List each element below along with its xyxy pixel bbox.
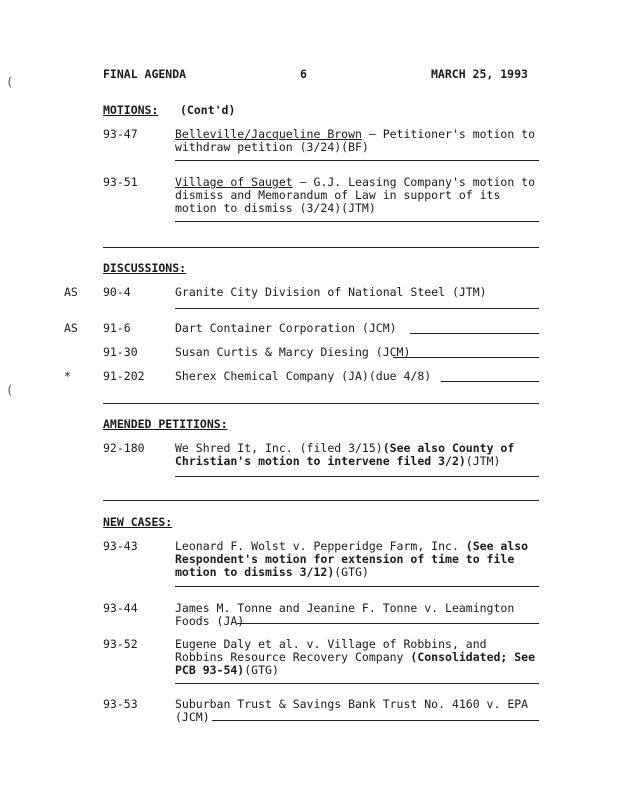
divider [175, 221, 539, 222]
case-number: 92-180 [103, 441, 145, 455]
entry-note: (Consolidated; See PCB 93-54) [175, 650, 536, 677]
discussion-entry: Sherex Chemical Company (JA)(due 4/8) [175, 369, 432, 383]
discussion-entry: Granite City Division of National Steel (JTM) [175, 285, 487, 299]
motion-description: – Petitioner's motion to withdraw petition (3/24)(BF) [175, 127, 536, 154]
entry-text: Leonard F. Wolst v. Pepperidge Farm, Inc. [175, 539, 466, 553]
case-number: 91-202 [103, 369, 145, 383]
margin-mark: ( [6, 75, 14, 89]
divider [393, 357, 539, 358]
case-name: Village of Sauget [175, 175, 293, 189]
entry-text: We Shred It, Inc. (filed 3/15) [175, 441, 383, 455]
discussion-entry: Susan Curtis & Marcy Diesing (JCM) [175, 345, 411, 359]
status-mark: * [64, 369, 71, 383]
case-number: 93-47 [103, 127, 138, 141]
motion-entry [175, 176, 539, 215]
entry-tail: (GTG) [244, 663, 279, 677]
entry-text: Suburban Trust & Savings Bank Trust No. 4160 v. EPA (JCM) [175, 697, 529, 724]
divider [175, 586, 539, 587]
divider [410, 333, 539, 334]
section-divider [103, 403, 539, 404]
case-number: 91-30 [103, 345, 138, 359]
divider [175, 476, 539, 477]
section-divider [103, 500, 539, 501]
entry-text: Eugene Daly et al. v. Village of Robbins, and Robbins Resource Recovery Company [175, 637, 487, 664]
status-mark: AS [64, 321, 78, 335]
case-name: Belleville/Jacqueline Brown [175, 127, 362, 141]
status-mark: AS [64, 285, 78, 299]
motions-heading: MOTIONS: [103, 103, 159, 117]
amended-entry [175, 442, 539, 468]
motion-description: – G.J. Leasing Company's motion to dismiss and Memorandum of Law in support of its motion to dismiss (3/24)(JTM) [175, 175, 536, 215]
discussions-heading: DISCUSSIONS: [103, 261, 187, 275]
new-case-entry [175, 602, 539, 628]
new-case-entry [175, 638, 539, 677]
new-case-entry [175, 540, 539, 579]
new-cases-heading: NEW CASES: [103, 515, 173, 529]
case-number: 93-51 [103, 175, 138, 189]
agenda-date: MARCH 25, 1993 [431, 67, 528, 81]
motion-entry [175, 128, 539, 154]
divider [175, 683, 539, 684]
case-number: 93-52 [103, 637, 138, 651]
discussion-entry: Dart Container Corporation (JCM) [175, 321, 397, 335]
section-divider [103, 247, 539, 248]
amended-heading: AMENDED PETITIONS: [103, 417, 228, 431]
divider [175, 308, 539, 309]
entry-note: (See also Respondent's motion for extension of time to file motion to dismiss 3/12) [175, 539, 529, 579]
case-number: 93-44 [103, 601, 138, 615]
divider [175, 160, 539, 161]
case-number: 91-6 [103, 321, 131, 335]
page-number: 6 [300, 67, 307, 81]
divider [441, 381, 539, 382]
case-number: 93-53 [103, 697, 138, 711]
divider [212, 720, 539, 721]
divider [237, 623, 539, 624]
entry-tail: (GTG) [334, 565, 369, 579]
agenda-title: FINAL AGENDA [103, 67, 187, 81]
case-number: 93-43 [103, 539, 138, 553]
entry-tail: (JTM) [465, 454, 501, 468]
entry-note: (See also County of Christian's motion to intervene filed 3/2) [175, 441, 515, 468]
entry-text: James M. Tonne and Jeanine F. Tonne v. Leamington Foods (JA) [175, 601, 515, 628]
case-number: 90-4 [103, 285, 131, 299]
margin-mark: ( [6, 383, 14, 397]
motions-contd: (Cont'd) [180, 103, 236, 117]
